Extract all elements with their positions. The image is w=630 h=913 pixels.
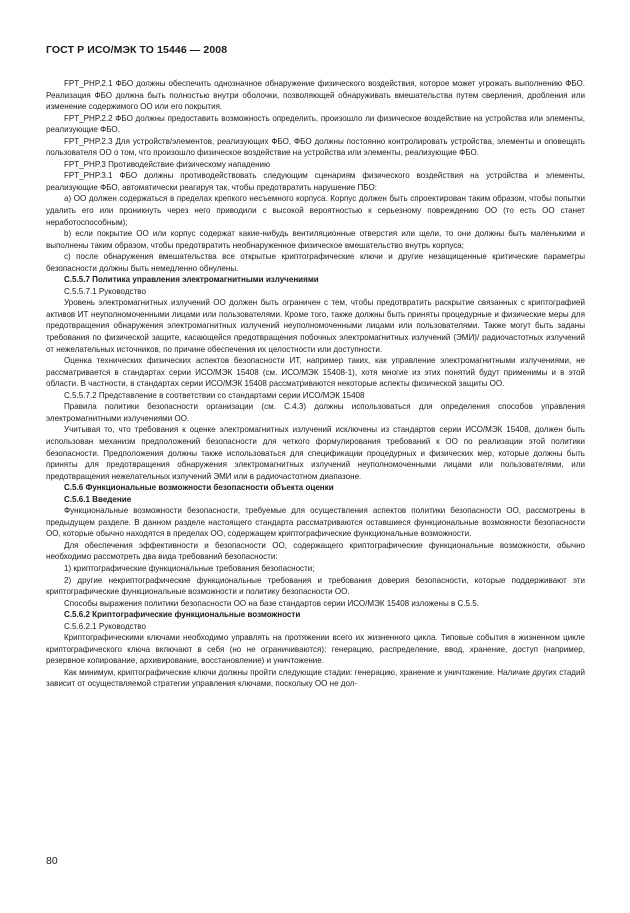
subsection-label: С.5.6.2.1 Руководство	[64, 621, 146, 631]
document-body	[46, 78, 585, 690]
paragraph: Функциональные возможности безопасности, требуемые для осуществления аспектов политики безопасности ОО, рассмотрены в предыдущем разделе. В данном разделе настоящего стандарта рассматриваются оставшиеся функциональные возможности безопасности ОО, которые обычно находятся в пределах ОО, содержащем криптографические функциональные возможности.	[46, 506, 585, 539]
paragraph: Для обеспечения эффективности и безопасности ОО, содержащего криптографические функциональные возможности, обычно необходимо рассмотреть два вида требований безопасности:	[46, 540, 585, 562]
section-heading: С.5.6.1 Введение	[64, 494, 132, 504]
paragraph: Оценка технических физических аспектов безопасности ИТ, например таких, как управление электромагнитными излучениями, не рассматривается в стандартах серии ИСО/МЭК 15408 (см. ИСО/МЭК 15408-1), хотя многие из этих понятий будут применимы и в этой области. В частности, в стандартах серии ИСО/МЭК 15408 рассматриваются некоторые аспекты физической защиты ОО.	[46, 356, 585, 389]
section-heading: С.5.6.2 Криптографические функциональные возможности	[64, 610, 301, 620]
section-heading: С.5.5.7 Политика управления электромагнитными излучениями	[64, 275, 319, 285]
subsection-label: С.5.5.7.2 Представление в соответствии со стандартами серии ИСО/МЭК 15408	[64, 390, 365, 400]
paragraph: Как минимум, криптографические ключи должны пройти следующие стадии: генерацию, хранение и уничтожение. Наличие других стадий зависит от осуществляемой стратегии управления ключами, поскольку ОО не дол-	[46, 667, 585, 689]
paragraph: FPT_PHP.3 Противодействие физическому нападению	[64, 159, 271, 169]
paragraph: Уровень электромагнитных излучений ОО должен быть ограничен с тем, чтобы предотвратить раскрытие связанных с криптографией активов ИТ неуполномоченными лицами или пользователями. Кроме того, также должны быть приняты процедурные и физические меры для предотвращения обнаружения электромагнитных излучений неуполномоченными лицами или пользователями. Также могут быть заданы требования по физической защите, касающейся предотвращения побочных электромагнитных излучений (ЭМИ)/ радиочастотных излучений от нежелательных источников, по причине обеспечения их целостности или доступности.	[46, 298, 585, 354]
section-heading: С.5.6 Функциональные возможности безопасности объекта оценки	[64, 483, 334, 493]
paragraph: Правила политики безопасности организации (см. С.4.3) должны использоваться для определения способов управления электромагнитными излучениями ОО.	[46, 402, 585, 423]
list-item: 2) другие некриптографические функциональные требования и требования доверия безопасности, которые поддерживают эти криптографические функциональные возможности и политику безопасности ОО.	[46, 575, 585, 597]
page-number: 80	[46, 855, 58, 867]
paragraph: FPT_PHP.3.1 ФБО должны противодействовать следующим сценариям физического воздействия на устройства и элементы, реализующие ФБО, автоматически реагируя так, чтобы предотвратить нарушение ПБО:	[46, 171, 585, 192]
paragraph: Учитывая то, что требования к оценке электромагнитных излучений исключены из стандартов серии ИСО/МЭК 15408, должен быть использован механизм предположений безопасности для четкого формулирования требований к ОО по реализации этой политики безопасности. Предположения должны также использоваться для спецификации процедурных и физических мер, которые должны быть приняты для предотвращения обнаружения электромагнитных излучений неуполномоченными лицами или пользователями, или предотвращения нежелательных излучений ЭМИ или в радиочастотном диапазоне.	[46, 425, 585, 481]
paragraph: FPT_PHP.2.2 ФБО должны предоставить возможность определить, произошло ли физическое воздействие на устройства или элементы, реализующие ФБО.	[46, 113, 585, 135]
paragraph: Криптографическими ключами необходимо управлять на протяжении всего их жизненного цикла. Типовые события в жизненном цикле криптографического ключа включают в себя (но не ограничиваются): генерацию, распределение, ввод, хранение, доступ (например, резервное копирование, архивирование, восстановление) и уничтожение.	[46, 633, 585, 666]
paragraph: FPT_PHP.2.1 ФБО должны обеспечить однозначное обнаружение физического воздействия, которое может угрожать выполнению ФБО. Реализация ФБО должна быть полностью внутри оболочки, позволяющей обнаруживать вмешательства путем сверления, дробления или изменение содержимого ОО или его покрытия.	[46, 79, 585, 112]
paragraph: FPT_PHP.2.3 Для устройств/элементов, реализующих ФБО, ФБО должны постоянно контролировать устройства, элементы и оповещать пользователя ОО о том, что произошло физическое воздействие на устройства или элементы, реализующие ФБО.	[46, 136, 585, 158]
paragraph: Способы выражения политики безопасности ОО на базе стандартов серии ИСО/МЭК 15408 изложены в С.5.5.	[64, 598, 479, 608]
page-header: ГОСТ Р ИСО/МЭК ТО 15446 — 2008	[46, 44, 228, 56]
list-item: 1) криптографические функциональные требования безопасности;	[64, 563, 315, 573]
list-item: с) после обнаружения вмешательства все открытые криптографические ключи и другие незащищенные критические параметры безопасности должны быть немедленно обнулены.	[46, 252, 585, 273]
subsection-label: С.5.5.7.1 Руководство	[64, 286, 146, 296]
list-item: b) если покрытие ОО или корпус содержат какие-нибудь вентиляционные отверстия или щели, то они должны быть маленькими и выполнены таким образом, чтобы предотвратить необнаруженное физическое вмешательство внутрь корпуса;	[46, 229, 585, 250]
list-item: а) ОО должен содержаться в пределах крепкого несъемного корпуса. Корпус должен быть спроектирован таким образом, чтобы попытки удалить его или проникнуть через него приводили с высокой вероятностью к серьезному повреждению ОО (то есть ОО станет неработоспособным);	[46, 194, 585, 227]
